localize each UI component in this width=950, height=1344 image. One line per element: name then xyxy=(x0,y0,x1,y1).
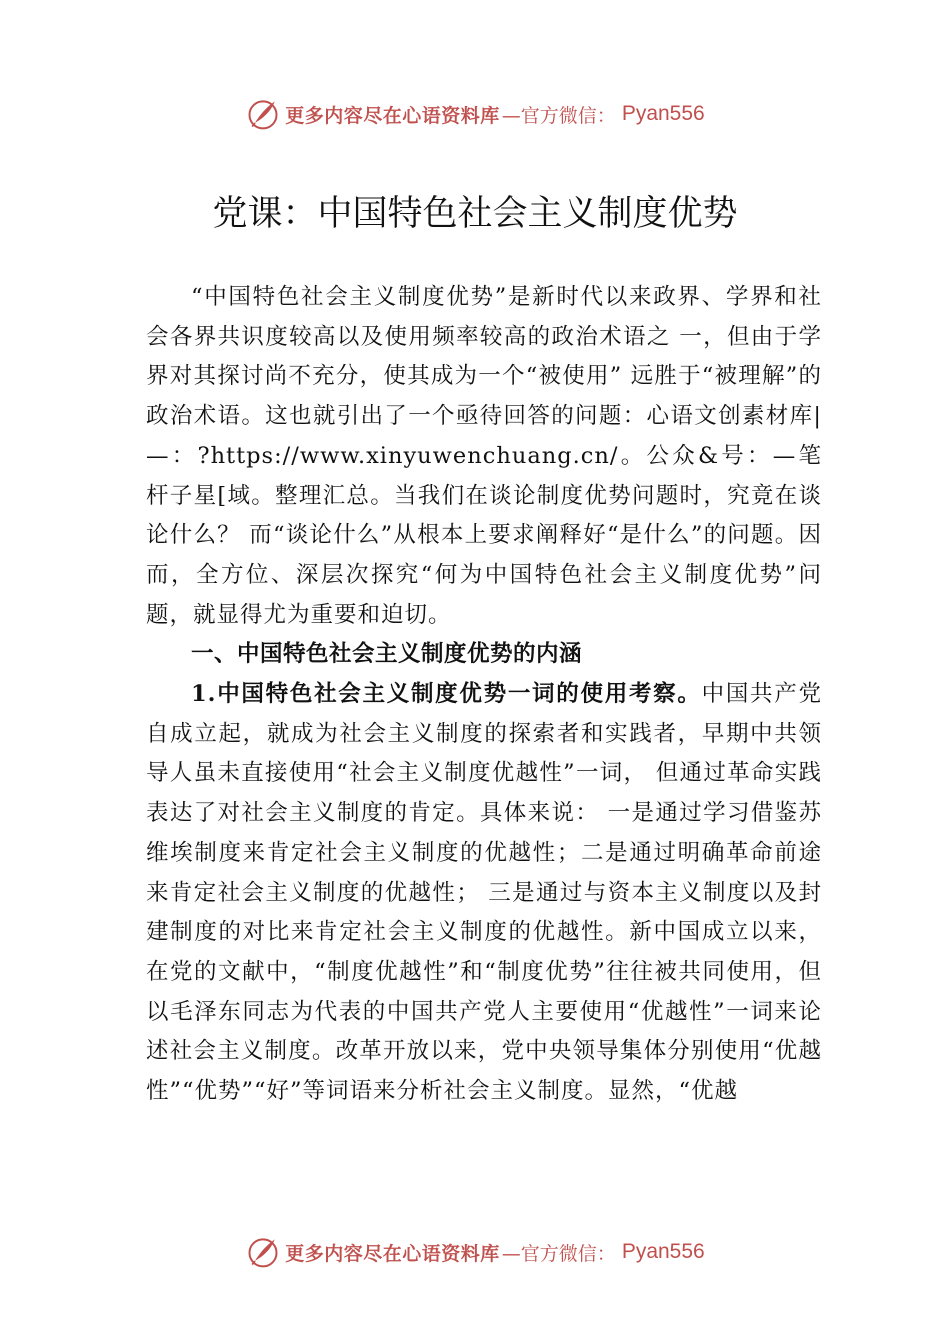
quill-pen-logo-icon xyxy=(245,96,281,132)
document-body xyxy=(146,278,822,1112)
banner-brand-text: 更多内容尽在心语资料库 xyxy=(285,104,500,127)
header-banner xyxy=(0,94,950,134)
intro-paragraph: “中国特色社会主义制度优势”是新时代以来政界、学界和社会各界共识度较高以及使用频率较高的政治术语之 一，但由于学界对其探讨尚不充分，使其成为一个“被使用” 远胜于“被理解”的政治术语。这也就引出了一个亟待回答的问题：心语文创素材库|—：?https://www.xinyuwenchuang.cn/。公众&号：—笔杆子星[域。整理汇总。当我们在谈论制度优势问题时，究竟在谈论什么？ 而“谈论什么”从根本上要求阐释好“是什么”的问题。因而，全方位、深层次探究“何为中国特色社会主义制度优势”问题，就显得尤为重要和迫切。 xyxy=(146,284,822,628)
quill-pen-logo-icon xyxy=(245,1234,281,1270)
section-heading: 一、中国特色社会主义制度优势的内涵 xyxy=(191,641,583,668)
footer-banner xyxy=(0,1232,950,1272)
banner-account-id: Pyan556 xyxy=(621,102,705,125)
subsection-text: 中国共产党自成立起，就成为社会主义制度的探索者和实践者，早期中共领导人虽未直接使用“社会主义制度优越性”一词， 但通过革命实践表达了对社会主义制度的肯定。具体来说： 一是通过学习借鉴苏维埃制度来肯定社会主义制度的优越性；二是通过明确革命前途来肯定社会主义制度的优越性； 三是通过与资本主义制度以及封建制度的对比来肯定社会主义制度的优越性。新中国成立以来，在党的文献中，“制度优越性”和“制度优势”往往被共同使用，但以毛泽东同志为代表的中国共产党人主要使用“优越性”一词来论述社会主义制度。改革开放以来，党中央领导集体分别使用“优越性”“优势”“好”等词语来分析社会主义制度。显然，“优越 xyxy=(146,681,822,1105)
banner-wechat-label: —官方微信： xyxy=(501,104,616,127)
banner-brand-text: 更多内容尽在心语资料库 xyxy=(285,1242,500,1265)
subsection-paragraph xyxy=(146,675,822,1112)
banner-wechat-label: —官方微信： xyxy=(501,1242,616,1265)
subsection-lead: 1.中国特色社会主义制度优势一词的使用考察。 xyxy=(191,681,702,708)
page-title: 党课：中国特色社会主义制度优势 xyxy=(212,194,738,234)
banner-account-id: Pyan556 xyxy=(621,1240,705,1263)
